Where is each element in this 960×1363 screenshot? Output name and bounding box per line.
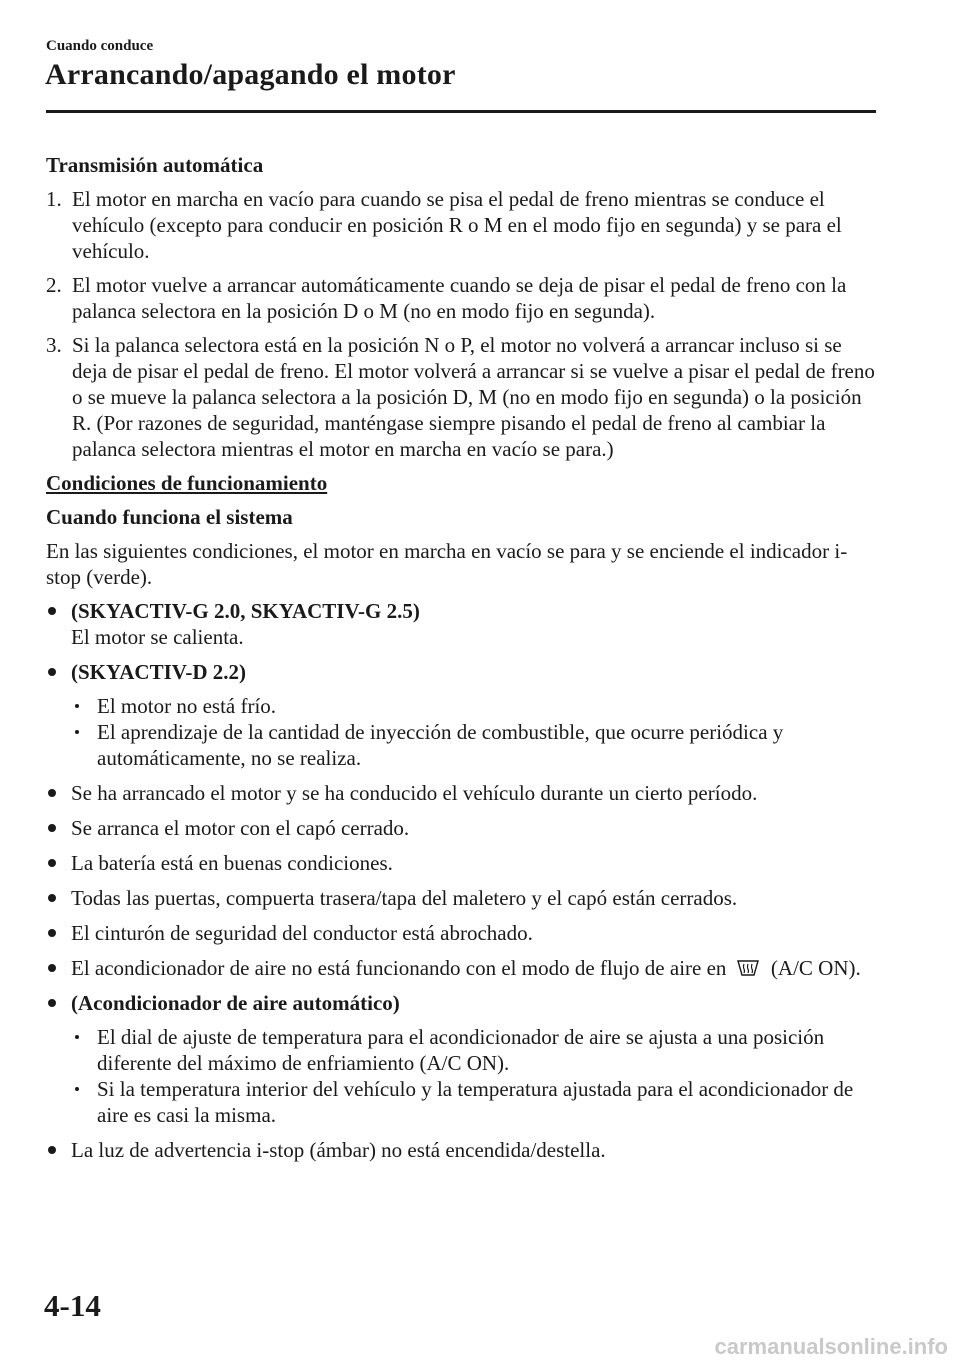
condition-text: (A/C ON).	[770, 956, 861, 980]
bullet-icon	[48, 859, 56, 867]
list-item	[46, 885, 876, 911]
condition-text: Se ha arrancado el motor y se ha conducido el vehículo durante un cierto período.	[71, 781, 758, 805]
sub-list	[71, 1024, 876, 1128]
conditions-subheading: Cuando funciona el sistema	[46, 505, 293, 529]
condition-text: El acondicionador de aire no está funcionando con el modo de flujo de aire en	[71, 956, 727, 980]
bullet-icon	[48, 999, 56, 1007]
step-number: 3.	[46, 333, 62, 357]
condition-text: Se arranca el motor con el capó cerrado.	[71, 816, 410, 840]
list-item	[46, 990, 876, 1128]
list-item	[46, 659, 876, 771]
sub-bullet-icon	[75, 1035, 79, 1039]
bullet-icon	[48, 824, 56, 832]
conditions-heading: Condiciones de funcionamiento	[46, 471, 328, 495]
sub-list	[71, 693, 876, 771]
page-title: Arrancando/apagando el motor	[45, 58, 456, 91]
step-item	[46, 332, 876, 462]
step-text: El motor vuelve a arrancar automáticamente cuando se deja de pisar el pedal de freno con la palanca selectora en la posición D o M (no en modo fijo en segunda).	[72, 273, 847, 323]
step-text: El motor en marcha en vacío para cuando se pisa el pedal de freno mientras se conduce el vehículo (excepto para conducir en posición R o M en el modo fijo en segunda) y se para el vehículo.	[72, 187, 842, 263]
sub-text: Si la temperatura interior del vehículo y la temperatura ajustada para el acondicionador de aire es casi la misma.	[97, 1077, 854, 1127]
bullet-icon	[48, 964, 56, 972]
step-number: 2.	[46, 273, 62, 297]
step-text: Si la palanca selectora está en la posición N o P, el motor no volverá a arrancar incluso si se deja de pisar el pedal de freno. El motor volverá a arrancar si se vuelve a pisar el pedal de freno o se mueve la palanca selectora a la posición D, M (no en modo fijo en segunda) o la posición R. (Por razones de seguridad, manténgase siempre pisando el pedal de freno al cambiar la palanca selectora mientras el motor en marcha en vacío se para.)	[72, 333, 875, 461]
condition-text: La luz de advertencia i-stop (ámbar) no está encendida/destella.	[71, 1138, 606, 1162]
bullet-icon	[48, 789, 56, 797]
page-content	[46, 152, 876, 1172]
sub-text: El motor no está frío.	[97, 694, 277, 718]
transmission-heading: Transmisión automática	[46, 153, 264, 177]
sub-bullet-icon	[75, 730, 79, 734]
ac-variant-label: (Acondicionador de aire automático)	[71, 991, 400, 1015]
windshield-defroster-icon	[736, 957, 760, 977]
step-item	[46, 272, 876, 324]
bullet-icon	[48, 1146, 56, 1154]
section-label: Cuando conduce	[46, 38, 154, 54]
title-divider	[46, 110, 876, 113]
list-item	[46, 780, 876, 806]
list-item	[46, 955, 876, 981]
sub-text: El aprendizaje de la cantidad de inyección de combustible, que ocurre periódica y automáticamente, no se realiza.	[97, 720, 784, 770]
condition-text: El cinturón de seguridad del conductor está abrochado.	[71, 921, 533, 945]
list-item	[46, 598, 876, 650]
bullet-icon	[48, 607, 56, 615]
condition-text: La batería está en buenas condiciones.	[71, 851, 393, 875]
step-item	[46, 186, 876, 264]
conditions-intro: En las siguientes condiciones, el motor en marcha en vacío se para y se enciende el indicador i-stop (verde).	[46, 539, 848, 589]
list-item	[46, 1137, 876, 1163]
sub-item	[71, 693, 876, 719]
bullet-icon	[48, 929, 56, 937]
sub-item	[71, 1024, 876, 1076]
sub-item	[71, 1076, 876, 1128]
watermark: carmanualsonline.info	[714, 1334, 948, 1359]
sub-item	[71, 719, 876, 771]
list-item	[46, 850, 876, 876]
conditions-list	[46, 598, 876, 1163]
condition-text: Todas las puertas, compuerta trasera/tapa del maletero y el capó están cerrados.	[71, 886, 738, 910]
bullet-icon	[48, 894, 56, 902]
condition-text: El motor se calienta.	[71, 625, 244, 649]
sub-bullet-icon	[75, 1087, 79, 1091]
sub-bullet-icon	[75, 704, 79, 708]
page-number: 4-14	[44, 1288, 101, 1323]
list-item	[46, 815, 876, 841]
bullet-icon	[48, 668, 56, 676]
step-number: 1.	[46, 187, 62, 211]
transmission-steps	[46, 186, 876, 462]
list-item	[46, 920, 876, 946]
sub-text: El dial de ajuste de temperatura para el acondicionador de aire se ajusta a una posición diferente del máximo de enfriamiento (A/C ON).	[97, 1025, 825, 1075]
engine-variant-label: (SKYACTIV-G 2.0, SKYACTIV-G 2.5)	[71, 599, 420, 623]
engine-variant-label: (SKYACTIV-D 2.2)	[71, 660, 247, 684]
